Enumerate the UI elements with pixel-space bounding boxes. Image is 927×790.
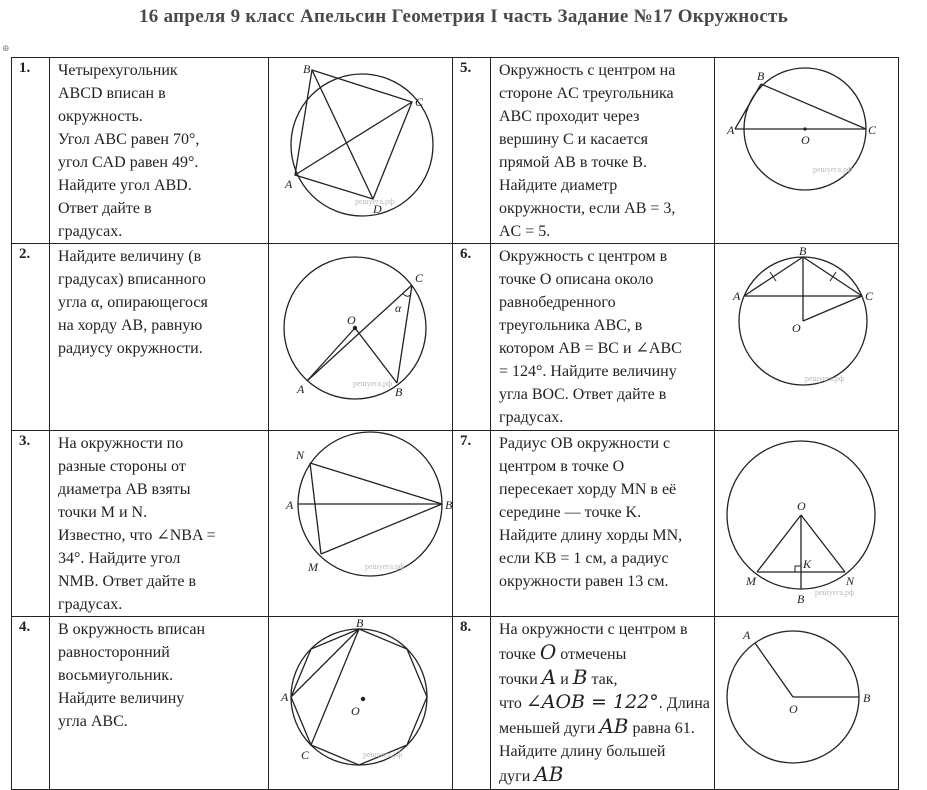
- task-2-number: 2.: [12, 244, 50, 431]
- task-4-number: 4.: [12, 617, 50, 790]
- label-a: A: [742, 628, 751, 642]
- label-o: O: [351, 704, 360, 718]
- math-symbol: A: [541, 665, 557, 689]
- task-3-number: 3.: [12, 431, 50, 617]
- text-line: [499, 763, 710, 788]
- watermark: решуега.рф: [812, 165, 853, 174]
- text-line: Окружность с центром на: [499, 62, 676, 79]
- math-symbol: B: [572, 665, 588, 689]
- text-line: градусах.: [499, 409, 564, 426]
- label-o: O: [347, 313, 356, 327]
- task-8-figure: [714, 617, 898, 790]
- task-3-figure: [269, 431, 453, 617]
- label-alpha: α: [395, 301, 402, 315]
- text-fragment: . Длина: [658, 695, 710, 712]
- label-b: B: [798, 244, 807, 258]
- label-b: B: [796, 592, 805, 606]
- text-line: котором AB = BC и ∠ABC: [499, 340, 682, 357]
- text-fragment: дуги: [499, 768, 531, 785]
- text-line: На окружности по: [58, 435, 184, 452]
- task-6-text: [491, 244, 715, 431]
- text-line: [499, 715, 710, 740]
- text-line: пересекает хорду MN в её: [499, 481, 677, 498]
- table-anchor-icon[interactable]: ⊕: [2, 43, 10, 53]
- text-line: Найдите диаметр: [499, 177, 618, 194]
- text-line: градусах.: [58, 596, 123, 613]
- text-line: [499, 666, 710, 691]
- task-7-number: 7.: [453, 431, 491, 617]
- text-line: точке O описана около: [499, 271, 654, 288]
- text-line: равнобедренного: [499, 294, 616, 311]
- text-line: стороне AC треугольника: [499, 85, 674, 102]
- label-o: O: [791, 321, 801, 335]
- task-7-figure: [714, 431, 898, 617]
- table-row: [12, 617, 899, 790]
- text-line: угол CAD равен 49°.: [58, 154, 199, 171]
- octagon-figure: [269, 617, 452, 787]
- text-line: На окружности с центром в: [499, 621, 688, 638]
- label-b: B: [303, 62, 311, 76]
- text-line: прямой AB в точке B.: [499, 154, 647, 171]
- task-3-text: [50, 431, 269, 617]
- central-angle-figure: [715, 617, 898, 787]
- math-symbol: AB: [599, 714, 629, 738]
- text-line: точки M и N.: [58, 504, 148, 521]
- page-title: 16 апреля 9 класс Апельсин Геометрия I часть Задание №17 Окружность: [138, 6, 789, 27]
- watermark: решуега.рф: [363, 750, 403, 759]
- task-5-number: 5.: [453, 58, 491, 244]
- text-line: равносторонний: [58, 644, 170, 661]
- math-symbol: O: [539, 640, 557, 664]
- text-line: угла BOC. Ответ дайте в: [499, 386, 667, 403]
- text-line: Известно, что ∠NBA =: [58, 527, 216, 544]
- label-o: O: [796, 499, 806, 513]
- math-expression: ∠AOB = 122°: [525, 691, 659, 713]
- text-line: центром в точке O: [499, 458, 625, 475]
- isosceles-triangle-figure: [715, 244, 898, 428]
- text-line: Найдите величину (в: [58, 248, 202, 265]
- text-line: середине — точке K.: [499, 504, 642, 521]
- text-fragment: так,: [591, 671, 618, 688]
- text-line: градусах) вписанного: [58, 271, 206, 288]
- text-fragment: меньшей дуги: [499, 720, 596, 737]
- text-line: ABCD вписан в: [58, 85, 166, 102]
- text-line: Радиус OB окружности с: [499, 435, 671, 452]
- label-c: C: [301, 748, 310, 762]
- task-4-figure: [269, 617, 453, 790]
- task-6-figure: [714, 244, 898, 431]
- task-8-text: [491, 617, 715, 790]
- watermark: решуега.рф: [804, 374, 845, 383]
- text-line: вершину C и касается: [499, 131, 649, 148]
- task-2-text: [50, 244, 269, 431]
- label-a: A: [281, 690, 289, 704]
- label-c: C: [415, 271, 424, 285]
- text-fragment: что: [499, 695, 522, 712]
- label-a: A: [297, 382, 305, 396]
- text-line: [499, 691, 710, 715]
- text-line: окружности, если AB = 3,: [499, 200, 676, 217]
- label-d: D: [373, 202, 382, 216]
- text-fragment: равна 61.: [632, 720, 695, 737]
- inscribed-angle-figure: [269, 244, 452, 428]
- text-line: угла ABC.: [58, 713, 128, 730]
- label-a: A: [732, 289, 741, 303]
- task-1-number: 1.: [12, 58, 50, 244]
- label-b: B: [862, 691, 871, 705]
- text-line: ABC проходит через: [499, 108, 640, 125]
- label-a: A: [286, 498, 294, 512]
- tasks-table: [11, 57, 899, 790]
- label-n: N: [296, 448, 305, 462]
- text-line: окружности равен 13 см.: [499, 573, 669, 590]
- task-5-text: [491, 58, 715, 244]
- text-line: Окружность с центром в: [499, 248, 668, 265]
- label-b: B: [356, 617, 364, 630]
- text-line: Угол ABC равен 70°,: [58, 131, 200, 148]
- label-k: K: [802, 557, 811, 571]
- text-line: диаметра AB взяты: [58, 481, 191, 498]
- text-line: Ответ дайте в: [58, 200, 152, 217]
- text-line: NMB. Ответ дайте в: [58, 573, 197, 590]
- watermark: решуега.рф: [355, 197, 395, 206]
- text-line: Найдите длину хорды MN,: [499, 527, 683, 544]
- task-4-text: [50, 617, 269, 790]
- tangent-circle-figure: [715, 58, 898, 241]
- task-6-number: 6.: [453, 244, 491, 431]
- text-line: Найдите длину большей: [499, 743, 666, 760]
- label-c: C: [415, 95, 424, 109]
- watermark: решуега.рф: [353, 379, 393, 388]
- text-line: если KB = 1 см, а радиус: [499, 550, 669, 567]
- table-row: [12, 58, 899, 244]
- label-o: O: [800, 133, 810, 147]
- text-line: градусах.: [58, 223, 123, 240]
- text-fragment: точке: [499, 646, 536, 663]
- text-line: 34°. Найдите угол: [58, 550, 181, 567]
- label-o: O: [788, 702, 798, 716]
- text-line: [499, 641, 710, 666]
- text-fragment: точки: [499, 671, 538, 688]
- text-line: восьмиугольник.: [58, 667, 174, 684]
- task-1-figure: [269, 58, 453, 244]
- task-1-text: [50, 58, 269, 244]
- label-c: C: [864, 289, 873, 303]
- text-line: окружность.: [58, 108, 143, 125]
- text-line: Четырехугольник: [58, 62, 178, 79]
- label-c: C: [867, 123, 876, 137]
- text-line: на хорду AB, равную: [58, 317, 203, 334]
- text-line: AC = 5.: [499, 223, 551, 240]
- text-line: Найдите величину: [58, 690, 185, 707]
- diameter-chord-figure: [269, 431, 452, 614]
- text-line: разные стороны от: [58, 458, 186, 475]
- text-line: В окружность вписан: [58, 621, 206, 638]
- text-line: = 124°. Найдите величину: [499, 363, 677, 380]
- label-m: M: [745, 574, 756, 588]
- text-line: угла α, опирающегося: [58, 294, 208, 311]
- text-fragment: и: [560, 671, 569, 688]
- table-row: [12, 431, 899, 617]
- text-line: радиусу окружности.: [58, 340, 203, 357]
- label-m: M: [308, 560, 318, 574]
- label-n: N: [845, 574, 854, 588]
- text-line: треугольника ABC, в: [499, 317, 643, 334]
- table-row: [12, 244, 899, 431]
- inscribed-quadrilateral-figure: [269, 58, 452, 241]
- math-symbol: AB: [534, 762, 564, 786]
- task-5-figure: [714, 58, 898, 244]
- radius-chord-figure: [715, 431, 898, 614]
- task-7-text: [491, 431, 715, 617]
- watermark: решуега.рф: [814, 588, 855, 597]
- task-8-number: 8.: [453, 617, 491, 790]
- text-line: Найдите угол ABD.: [58, 177, 192, 194]
- task-2-figure: [269, 244, 453, 431]
- label-b: B: [756, 69, 765, 83]
- label-a: A: [285, 177, 293, 191]
- label-b: B: [395, 385, 403, 399]
- watermark: решуега.рф: [365, 562, 405, 571]
- label-a: A: [726, 123, 735, 137]
- label-b: B: [445, 498, 452, 512]
- text-fragment: отмечены: [560, 646, 627, 663]
